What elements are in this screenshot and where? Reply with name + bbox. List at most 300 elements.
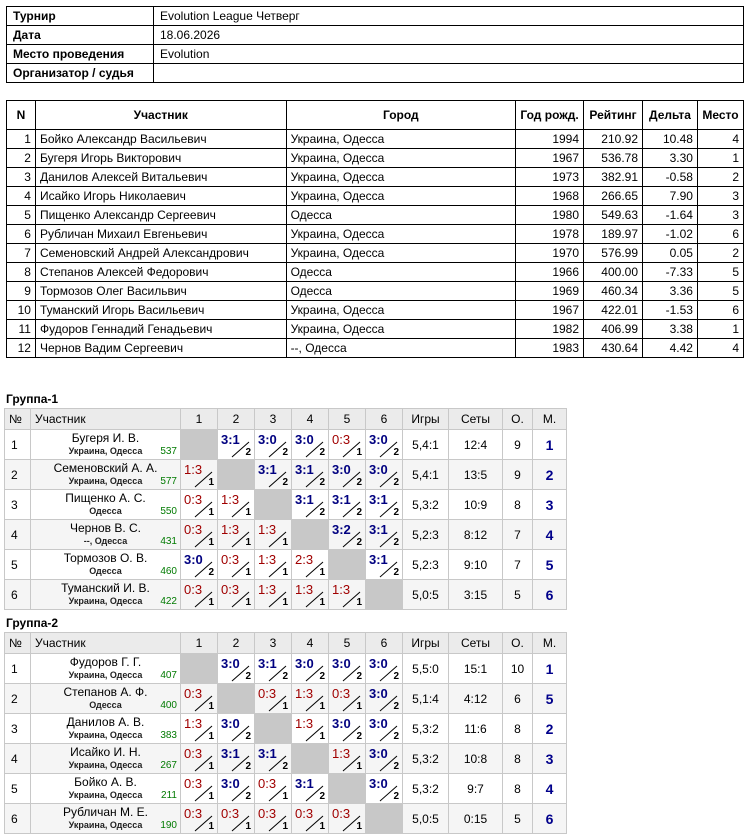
group-col-opponent-header: 5 <box>329 409 366 430</box>
group-row-number: 1 <box>5 430 31 460</box>
match-points: 1 <box>356 447 362 458</box>
match-result-cell <box>255 550 292 580</box>
group-row <box>5 460 567 490</box>
match-points: 1 <box>245 821 251 832</box>
group-games: 5,2:3 <box>403 550 449 580</box>
participant-rating: 382.91 <box>584 168 643 187</box>
player-name: Пищенко А. С. <box>65 491 146 505</box>
match-score: 3:0 <box>369 716 388 731</box>
match-score: 0:3 <box>184 776 203 791</box>
participant-delta: 3.36 <box>643 282 698 301</box>
match-result-cell <box>218 430 255 460</box>
match-result <box>366 654 402 683</box>
match-result-cell <box>329 744 366 774</box>
table-row <box>7 339 744 358</box>
match-result <box>181 744 217 773</box>
participant-place: 4 <box>697 339 743 358</box>
match-points: 1 <box>282 597 288 608</box>
group-row <box>5 684 567 714</box>
player-city: Украина, Одесса <box>68 446 143 456</box>
tournament-info-table <box>6 6 744 83</box>
match-result <box>181 684 217 713</box>
participant-name: Степанов Алексей Федорович <box>35 263 286 282</box>
match-result <box>218 774 254 803</box>
player-name: Данилов А. В. <box>66 715 145 729</box>
self-cell <box>329 774 366 804</box>
match-score: 3:0 <box>295 432 314 447</box>
group-points: 6 <box>503 684 533 714</box>
participant-place: 2 <box>697 168 743 187</box>
group-row-number: 5 <box>5 550 31 580</box>
match-result-cell <box>292 580 329 610</box>
group-row <box>5 804 567 834</box>
match-points: 2 <box>356 477 362 488</box>
match-points: 1 <box>356 761 362 772</box>
participant-rating: 422.01 <box>584 301 643 320</box>
match-result-cell <box>329 490 366 520</box>
group-games: 5,3:2 <box>403 714 449 744</box>
col-name-header: Участник <box>35 101 286 130</box>
group-sets: 12:4 <box>449 430 503 460</box>
group-points: 5 <box>503 580 533 610</box>
match-score: 0:3 <box>295 806 314 821</box>
group-place-value: 2 <box>545 466 554 483</box>
match-result-cell <box>255 684 292 714</box>
match-result <box>218 654 254 683</box>
group-row <box>5 744 567 774</box>
participant-n: 3 <box>7 168 36 187</box>
match-score: 0:3 <box>332 432 351 447</box>
table-row <box>7 263 744 282</box>
match-result <box>292 714 328 743</box>
group-place <box>533 714 567 744</box>
table-row <box>7 130 744 149</box>
group-place-value: 4 <box>545 526 554 543</box>
match-score: 3:0 <box>369 686 388 701</box>
match-points: 1 <box>245 597 251 608</box>
match-result <box>292 804 328 833</box>
player-city: Украина, Одесса <box>68 670 143 680</box>
match-points: 2 <box>393 537 399 548</box>
group-place <box>533 684 567 714</box>
participant-name: Семеновский Андрей Александрович <box>35 244 286 263</box>
group-header-row <box>5 633 567 654</box>
match-points: 1 <box>282 567 288 578</box>
participant-rating: 536.78 <box>584 149 643 168</box>
group-place <box>533 580 567 610</box>
group-table <box>4 632 567 834</box>
match-result-cell <box>366 654 403 684</box>
match-result <box>255 430 291 459</box>
match-score: 1:3 <box>332 582 351 597</box>
participant-year: 1966 <box>516 263 584 282</box>
table-row <box>7 187 744 206</box>
match-points: 2 <box>282 477 288 488</box>
info-value: Evolution League Четверг <box>154 7 744 26</box>
self-cell <box>329 550 366 580</box>
group-points: 9 <box>503 430 533 460</box>
player-city: Украина, Одесса <box>68 790 143 800</box>
group-points: 9 <box>503 460 533 490</box>
player-rating: 267 <box>160 760 177 771</box>
match-points: 1 <box>208 731 214 742</box>
participant-delta: 4.42 <box>643 339 698 358</box>
match-score: 1:3 <box>295 716 314 731</box>
match-score: 3:0 <box>184 552 203 567</box>
group-place <box>533 654 567 684</box>
col-year-header: Год рожд. <box>516 101 584 130</box>
match-result-cell <box>366 550 403 580</box>
match-score: 3:1 <box>258 462 277 477</box>
match-result-cell <box>366 774 403 804</box>
player-city: Одесса <box>89 506 122 516</box>
group-col-n-header: № <box>5 633 31 654</box>
participant-city: Украина, Одесса <box>286 187 516 206</box>
group-place <box>533 550 567 580</box>
match-result <box>255 550 291 579</box>
match-result-cell <box>181 460 218 490</box>
match-points: 2 <box>393 791 399 802</box>
participant-name: Исайко Игорь Николаевич <box>35 187 286 206</box>
participant-delta: -1.64 <box>643 206 698 225</box>
match-score: 3:1 <box>221 432 240 447</box>
group-points: 5 <box>503 804 533 834</box>
match-result <box>255 684 291 713</box>
group-col-points-header: О. <box>503 409 533 430</box>
match-result <box>329 430 365 459</box>
table-row <box>7 168 744 187</box>
match-score: 3:0 <box>332 656 351 671</box>
match-score: 1:3 <box>258 552 277 567</box>
match-result <box>329 714 365 743</box>
group-row-number: 4 <box>5 744 31 774</box>
match-points: 2 <box>282 671 288 682</box>
group-col-name-header: Участник <box>31 633 181 654</box>
match-result <box>181 714 217 743</box>
match-points: 2 <box>245 447 251 458</box>
match-score: 3:1 <box>258 656 277 671</box>
match-result-cell <box>292 654 329 684</box>
player-city: Украина, Одесса <box>68 730 143 740</box>
match-result-cell <box>292 804 329 834</box>
player-name: Степанов А. Ф. <box>63 685 148 699</box>
match-score: 3:0 <box>369 432 388 447</box>
group-player <box>31 684 181 714</box>
participant-year: 1978 <box>516 225 584 244</box>
match-result-cell <box>329 714 366 744</box>
match-result <box>292 684 328 713</box>
group-table <box>4 408 567 610</box>
match-score: 0:3 <box>221 552 240 567</box>
match-score: 1:3 <box>221 492 240 507</box>
match-result <box>181 490 217 519</box>
player-name: Исайко И. Н. <box>70 745 141 759</box>
match-score: 3:1 <box>221 746 240 761</box>
player-city: Одесса <box>89 566 122 576</box>
participant-city: --, Одесса <box>286 339 516 358</box>
match-result <box>366 430 402 459</box>
group-player <box>31 490 181 520</box>
match-score: 0:3 <box>258 806 277 821</box>
info-row <box>7 64 744 83</box>
match-result <box>329 520 365 549</box>
match-result <box>366 774 402 803</box>
match-result-cell <box>255 744 292 774</box>
col-rating-header: Рейтинг <box>584 101 643 130</box>
participant-name: Рубличан Михаил Евгеньевич <box>35 225 286 244</box>
group-col-opponent-header: 6 <box>366 409 403 430</box>
match-result <box>218 580 254 609</box>
table-row <box>7 282 744 301</box>
participant-rating: 189.97 <box>584 225 643 244</box>
participant-place: 5 <box>697 282 743 301</box>
participant-delta: -7.33 <box>643 263 698 282</box>
match-result-cell <box>181 580 218 610</box>
match-result-cell <box>181 550 218 580</box>
match-score: 0:3 <box>332 806 351 821</box>
match-score: 1:3 <box>332 746 351 761</box>
match-score: 1:3 <box>258 582 277 597</box>
match-result-cell <box>255 804 292 834</box>
match-result <box>366 490 402 519</box>
match-result-cell <box>181 520 218 550</box>
match-result <box>292 774 328 803</box>
match-score: 3:0 <box>369 656 388 671</box>
match-result <box>329 744 365 773</box>
match-score: 3:0 <box>221 776 240 791</box>
match-score: 1:3 <box>221 522 240 537</box>
participant-place: 3 <box>697 187 743 206</box>
match-result-cell <box>255 654 292 684</box>
participant-place: 5 <box>697 263 743 282</box>
match-points: 1 <box>319 701 325 712</box>
participant-rating: 406.99 <box>584 320 643 339</box>
participant-rating: 460.34 <box>584 282 643 301</box>
group-row <box>5 430 567 460</box>
match-score: 3:0 <box>369 776 388 791</box>
match-score: 0:3 <box>184 686 203 701</box>
group-row <box>5 550 567 580</box>
participant-n: 12 <box>7 339 36 358</box>
group-games: 5,2:3 <box>403 520 449 550</box>
match-points: 1 <box>245 507 251 518</box>
player-rating: 431 <box>160 536 177 547</box>
group-row <box>5 654 567 684</box>
match-score: 3:1 <box>295 462 314 477</box>
match-result-cell <box>366 714 403 744</box>
participant-n: 8 <box>7 263 36 282</box>
group-place-value: 5 <box>545 690 554 707</box>
group-sets: 4:12 <box>449 684 503 714</box>
match-result-cell <box>255 460 292 490</box>
player-rating: 460 <box>160 566 177 577</box>
match-result <box>255 654 291 683</box>
match-points: 1 <box>319 597 325 608</box>
match-points: 1 <box>208 597 214 608</box>
participant-city: Украина, Одесса <box>286 244 516 263</box>
match-score: 1:3 <box>184 462 203 477</box>
col-n-header: N <box>7 101 36 130</box>
group-row <box>5 490 567 520</box>
match-result-cell <box>329 580 366 610</box>
participant-delta: -1.02 <box>643 225 698 244</box>
participant-city: Одесса <box>286 263 516 282</box>
table-row <box>7 244 744 263</box>
match-result <box>218 804 254 833</box>
group-sets: 13:5 <box>449 460 503 490</box>
match-points: 2 <box>393 507 399 518</box>
participant-place: 6 <box>697 301 743 320</box>
match-result <box>366 550 402 579</box>
match-result-cell <box>292 714 329 744</box>
match-score: 3:0 <box>332 462 351 477</box>
match-result <box>218 714 254 743</box>
group-place-value: 6 <box>545 810 554 827</box>
match-points: 2 <box>245 791 251 802</box>
match-result-cell <box>218 550 255 580</box>
match-result-cell <box>181 714 218 744</box>
group-sets: 0:15 <box>449 804 503 834</box>
match-points: 2 <box>393 731 399 742</box>
participant-year: 1973 <box>516 168 584 187</box>
group-player <box>31 774 181 804</box>
match-result <box>218 744 254 773</box>
participant-place: 2 <box>697 244 743 263</box>
group-sets: 10:9 <box>449 490 503 520</box>
group-place-value: 1 <box>545 660 554 677</box>
participant-n: 11 <box>7 320 36 339</box>
participant-place: 1 <box>697 149 743 168</box>
participant-name: Бойко Александр Васильевич <box>35 130 286 149</box>
match-result-cell <box>329 804 366 834</box>
self-cell <box>218 460 255 490</box>
self-cell <box>366 804 403 834</box>
match-result <box>181 774 217 803</box>
group-points: 8 <box>503 774 533 804</box>
match-points: 1 <box>208 477 214 488</box>
table-row <box>7 225 744 244</box>
participant-n: 7 <box>7 244 36 263</box>
match-points: 1 <box>282 791 288 802</box>
match-points: 1 <box>319 731 325 742</box>
match-score: 3:1 <box>295 492 314 507</box>
group-col-opponent-header: 5 <box>329 633 366 654</box>
participant-year: 1967 <box>516 149 584 168</box>
info-value: Evolution <box>154 45 744 64</box>
participant-rating: 576.99 <box>584 244 643 263</box>
match-result-cell <box>255 520 292 550</box>
match-result-cell <box>366 520 403 550</box>
match-points: 1 <box>319 567 325 578</box>
group-row <box>5 520 567 550</box>
player-name: Бойко А. В. <box>74 775 137 789</box>
match-result-cell <box>329 460 366 490</box>
participant-city: Украина, Одесса <box>286 168 516 187</box>
match-score: 3:0 <box>221 716 240 731</box>
match-score: 1:3 <box>295 582 314 597</box>
participant-name: Фудоров Геннадий Генадьевич <box>35 320 286 339</box>
table-row <box>7 206 744 225</box>
group-row <box>5 774 567 804</box>
group-row-number: 2 <box>5 684 31 714</box>
match-result <box>255 744 291 773</box>
match-score: 3:0 <box>369 462 388 477</box>
participant-delta: -0.58 <box>643 168 698 187</box>
group-place <box>533 804 567 834</box>
participant-n: 5 <box>7 206 36 225</box>
participants-table <box>6 100 744 358</box>
match-result <box>329 460 365 489</box>
group-place <box>533 774 567 804</box>
group-points: 10 <box>503 654 533 684</box>
match-points: 1 <box>319 821 325 832</box>
group-row-number: 6 <box>5 580 31 610</box>
group-place-value: 1 <box>545 436 554 453</box>
match-result <box>329 654 365 683</box>
group-col-opponent-header: 3 <box>255 409 292 430</box>
match-result-cell <box>255 774 292 804</box>
group-col-place-header: М. <box>533 633 567 654</box>
group-col-opponent-header: 2 <box>218 633 255 654</box>
participant-year: 1969 <box>516 282 584 301</box>
match-score: 3:2 <box>332 522 351 537</box>
match-result-cell <box>255 430 292 460</box>
group-place <box>533 520 567 550</box>
match-result-cell <box>329 654 366 684</box>
match-score: 3:0 <box>221 656 240 671</box>
match-result <box>366 520 402 549</box>
participant-city: Украина, Одесса <box>286 149 516 168</box>
info-label: Турнир <box>7 7 154 26</box>
group-points: 8 <box>503 744 533 774</box>
info-value <box>154 64 744 83</box>
match-result-cell <box>292 430 329 460</box>
participant-city: Украина, Одесса <box>286 225 516 244</box>
group-col-place-header: М. <box>533 409 567 430</box>
participant-name: Пищенко Александр Сергеевич <box>35 206 286 225</box>
match-result <box>255 580 291 609</box>
match-points: 1 <box>356 597 362 608</box>
match-result-cell <box>218 714 255 744</box>
match-result-cell <box>292 684 329 714</box>
match-score: 0:3 <box>184 746 203 761</box>
group-col-games-header: Игры <box>403 633 449 654</box>
info-row <box>7 45 744 64</box>
group-header-row <box>5 409 567 430</box>
group-sets: 15:1 <box>449 654 503 684</box>
player-rating: 407 <box>160 670 177 681</box>
participant-year: 1968 <box>516 187 584 206</box>
participant-city: Украина, Одесса <box>286 130 516 149</box>
match-score: 3:1 <box>258 746 277 761</box>
match-points: 1 <box>208 507 214 518</box>
participant-name: Данилов Алексей Витальевич <box>35 168 286 187</box>
participant-rating: 210.92 <box>584 130 643 149</box>
match-result <box>292 654 328 683</box>
group-player <box>31 550 181 580</box>
participant-name: Бугеря Игорь Викторович <box>35 149 286 168</box>
col-delta-header: Дельта <box>643 101 698 130</box>
group-row-number: 6 <box>5 804 31 834</box>
match-score: 0:3 <box>184 522 203 537</box>
group-row-number: 1 <box>5 654 31 684</box>
group-row-number: 3 <box>5 714 31 744</box>
match-result-cell <box>218 580 255 610</box>
match-result-cell <box>181 490 218 520</box>
match-points: 2 <box>356 731 362 742</box>
participant-place: 1 <box>697 320 743 339</box>
match-result-cell <box>255 580 292 610</box>
